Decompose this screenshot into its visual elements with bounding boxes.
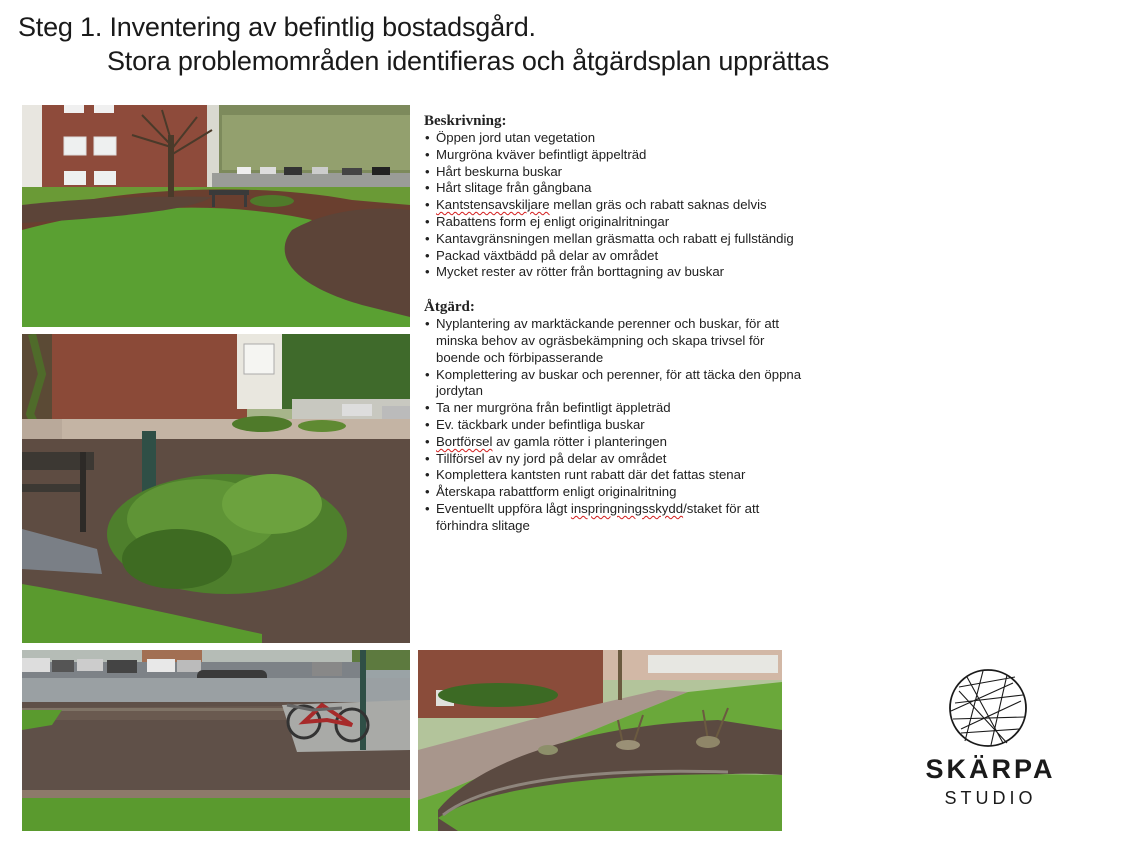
spellcheck-word: Kantstensavskiljare	[436, 197, 550, 213]
description-item: • Rabattens form ej enligt originalritningar	[424, 214, 804, 231]
action-item: • Ta ner murgröna från befintligt äppleträd	[424, 400, 804, 417]
action-item: • Ev. täckbark under befintliga buskar	[424, 417, 804, 434]
logo-icon	[947, 667, 1029, 749]
description-item: • Packad växtbädd på delar av området	[424, 248, 804, 265]
action-item: • Komplettering av buskar och perenner, för att täcka den öppna jordytan	[424, 367, 804, 401]
action-item: • Nyplantering av marktäckande perenner och buskar, för att minska behov av ogräsbekämpning och skapa trivsel för boende och förbipasserande	[424, 316, 804, 366]
action-list	[424, 316, 804, 534]
photo-ivy-bed-bench	[22, 334, 410, 643]
description-item: • Kantstensavskiljare mellan gräs och rabatt saknas delvis	[424, 197, 804, 214]
description-item: • Öppen jord utan vegetation	[424, 130, 804, 147]
description-item: • Kantavgränsningen mellan gräsmatta och rabatt ej fullständig	[424, 231, 804, 248]
description-heading: Beskrivning:	[424, 113, 507, 129]
description-item: • Hårt slitage från gångbana	[424, 180, 804, 197]
spellcheck-word: Bortförsel	[436, 433, 493, 449]
action-item: • Tillförsel av ny jord på delar av området	[424, 451, 804, 468]
photo-parking-bicycle	[22, 650, 410, 831]
logo-subtitle: STUDIO	[944, 788, 1037, 808]
spellcheck-word: inspringningsskydd	[570, 500, 684, 516]
action-item: • Bortförsel av gamla rötter i planteringen	[424, 434, 804, 451]
action-item: • Eventuellt uppföra lågt inspringningsskydd/staket för att förhindra slitage	[424, 501, 804, 535]
photo-courtyard-tree	[22, 105, 410, 327]
description-item: • Mycket rester av rötter från borttagning av buskar	[424, 264, 804, 281]
text-column	[424, 112, 804, 535]
description-item: • Murgröna kväver befintligt äppelträd	[424, 147, 804, 164]
description-item: • Hårt beskurna buskar	[424, 164, 804, 181]
page-title-line-2: Stora problemområden identifieras och åtgärdsplan upprättas	[107, 46, 830, 76]
action-item: • Komplettera kantsten runt rabatt där det fattas stenar	[424, 467, 804, 484]
logo-name: SKÄRPA	[925, 754, 1056, 784]
description-list	[424, 130, 804, 281]
action-heading: Åtgärd:	[424, 299, 475, 316]
action-item: • Återskapa rabattform enligt originalritning	[424, 484, 804, 501]
photo-curved-bed-walkway	[418, 650, 782, 831]
page-title-line-1: Steg 1. Inventering av befintlig bostadsgård.	[18, 12, 536, 42]
